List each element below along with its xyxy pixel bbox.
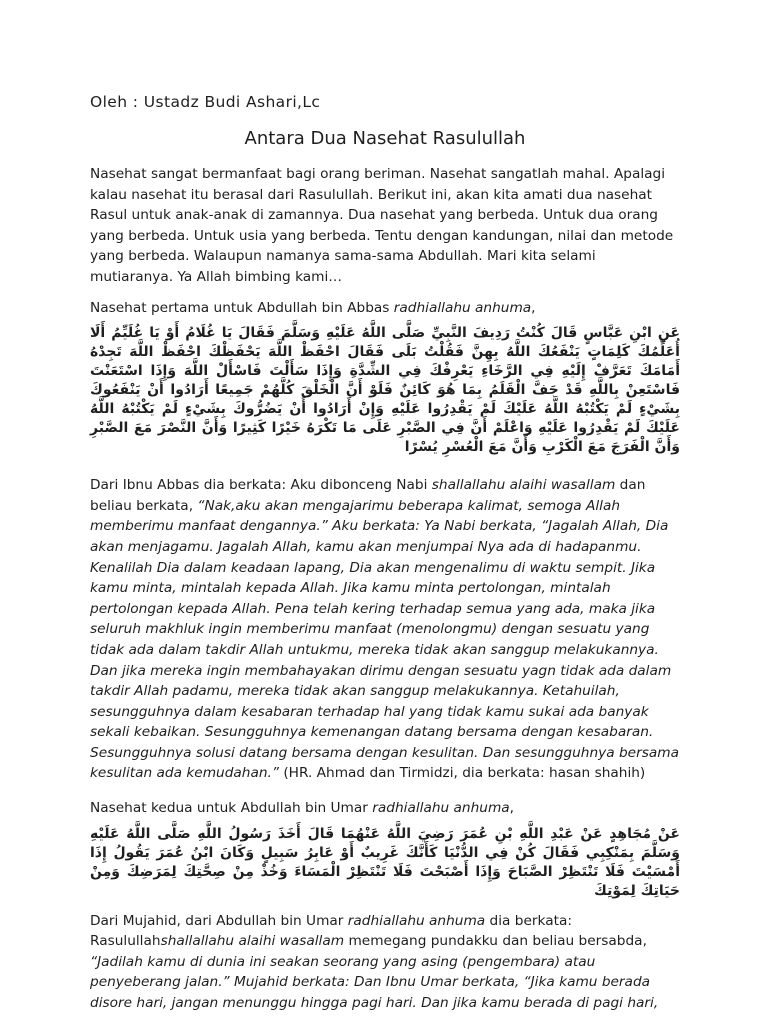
- second-advice-lead: [90, 798, 680, 819]
- first-advice-lead-tail: ,: [531, 299, 536, 316]
- first-advice-lead: [90, 298, 680, 319]
- second-translation-quote: “Jadilah kamu di dunia ini seakan seorang yang asing (pengembara) atau penyeberang jalan.” Mujahid berkata: Dan Ibnu Umar berkata, “Jika kamu berada disore hari, jangan menunggu hingga pagi hari. Dan jika kamu berada di pagi hari,: [90, 953, 659, 1012]
- author-line: Oleh : Ustadz Budi Ashari,Lc: [90, 93, 321, 111]
- first-hadith-translation: [90, 475, 680, 784]
- article: [90, 92, 680, 1014]
- second-translation-honorific: radhiallahu anhuma: [347, 912, 486, 929]
- second-translation-part-e: memegang pundakku dan beliau bersabda,: [344, 933, 647, 950]
- second-translation-part-c: dia berkata: Rasulullah: [90, 912, 572, 950]
- first-translation-part-c: dan beliau berkata,: [90, 477, 646, 514]
- second-hadith-arabic: عَنْ مُجَاهِدٍ عَنْ عَبْدِ اللَّهِ بْنِ عُمَرَ رَضِيَ اللَّهُ عَنْهُمَا قَالَ أَخَذَ رَسُولُ اللَّهِ صَلَّى اللَّهُ عَلَيْهِ وَسَلَّمَ بِمَنْكِبِي فَقَالَ كُنْ فِي الدُّنْيَا كَأَنَّكَ غَرِيبٌ أَوْ عَابِرُ سَبِيلٍ وَكَانَ ابْنُ عُمَرَ يَقُولُ إِذَا أَمْسَيْتَ فَلَا تَنْتَظِرْ الصَّبَاحَ وَإِذَا أَصْبَحْتَ فَلَا تَنْتَظِرْ الْمَسَاءَ وَخُذْ مِنْ صِحَّتِكَ لِمَرَضِكَ وَمِنْ حَيَاتِكَ لِمَوْتِكَ: [90, 825, 680, 899]
- first-advice-lead-honorific: radhiallahu anhuma: [393, 299, 532, 316]
- second-translation-salawat: shallallahu alaihi wasallam: [160, 933, 345, 950]
- second-advice-lead-text: Nasehat kedua untuk Abdullah bin Umar: [90, 800, 373, 817]
- first-advice-lead-text: Nasehat pertama untuk Abdullah bin Abbas: [90, 299, 394, 316]
- first-translation-part-a: Dari Ibnu Abbas dia berkata: Aku dibonceng Nabi: [90, 477, 432, 494]
- first-translation-quote: “Nak,aku akan mengajarimu beberapa kalimat, semoga Allah memberimu manfaat dengannya.” Aku berkata: Ya Nabi berkata, “Jagalah Allah, Dia akan menjagamu. Jagalah Allah, kamu akan menjumpai Nya ada di hadapanmu. Kenalilah Dia dalam keadaan lapang, Dia akan mengenalimu di waktu sempit. Jika kamu minta, mintalah kepada Allah. Jika kamu minta pertolongan, mintalah pertolongan kepada Allah. Pena telah kering terhadap semua yang ada, maka jika seluruh makhluk ingin memberimu manfaat (menolongmu) dengan sesuatu yang tidak ada dalam takdir Allah untukmu, mereka tidak akan sanggup melakukannya. Dan jika mereka ingin membahayakan dirimu dengan sesuatu yagn tidak ada dalam takdir Allah padamu, mereka tidak akan sanggup melakukannya. Ketahuilah, sesungguhnya dalam kesabaran terhadap hal yang tidak kamu sukai ada banyak sekali kebaikan. Sesungguhnya kemenangan datang bersama dengan kesabaran. Sesungguhnya solusi datang bersama dengan kesulitan. Dan sesungguhnya bersama kesulitan ada kemudahan.”: [90, 497, 679, 782]
- first-translation-salawat: shallallahu alaihi wasallam: [431, 477, 616, 494]
- article-title: Antara Dua Nasehat Rasulullah: [244, 128, 526, 149]
- intro-paragraph: Nasehat sangat bermanfaat bagi orang beriman. Nasehat sangatlah mahal. Apalagi kalau nasehat itu berasal dari Rasulullah. Berikut ini, akan kita amati dua nasehat Rasul untuk anak-anak di zamannya. Dua nasehat yang berbeda. Untuk dua orang yang berbeda. Untuk usia yang berbeda. Tentu dengan kandungan, nilai dan metode yang berbeda. Walaupun namanya sama-sama Abdullah. Mari kita selami mutiaranya. Ya Allah bimbing kami…: [90, 166, 674, 285]
- first-translation-source: (HR. Ahmad dan Tirmidzi, dia berkata: hasan shahih): [278, 765, 646, 782]
- second-advice-lead-honorific: radhiallahu anhuma: [372, 800, 510, 817]
- second-translation-part-a: Dari Mujahid, dari Abdullah bin Umar: [90, 912, 348, 929]
- second-hadith-translation: [90, 911, 680, 1014]
- first-hadith-arabic: عَنِ ابْنِ عَبَّاسٍ قَالَ كُنْتُ رَدِيفَ النَّبِيِّ صَلَّى اللَّهُ عَلَيْهِ وَسَلَّمَ فَقَالَ يَا غُلَامُ أَوْ يَا غُلَيِّمُ أَلَا أُعَلِّمُكَ كَلِمَاتٍ يَنْفَعُكَ اللَّهُ بِهِنَّ فَقُلْتُ بَلَى فَقَالَ احْفَظْ اللَّهَ يَحْفَظْكَ احْفَظْ اللَّهَ تَجِدْهُ أَمَامَكَ تَعَرَّفْ إِلَيْهِ فِي الرَّخَاءِ يَعْرِفْكَ فِي الشِّدَّةِ وَإِذَا سَأَلْتَ فَاسْأَلْ اللَّهَ وَإِذَا اسْتَعَنْتَ فَاسْتَعِنْ بِاللَّهِ قَدْ جَفَّ الْقَلَمُ بِمَا هُوَ كَائِنٌ فَلَوْ أَنَّ الْخَلْقَ كُلَّهُمْ جَمِيعًا أَرَادُوا أَنْ يَنْفَعُوكَ بِشَيْءٍ لَمْ يَكْتُبْهُ اللَّهُ عَلَيْكَ لَمْ يَقْدِرُوا عَلَيْهِ وَإِنْ أَرَادُوا أَنْ يَضُرُّوكَ بِشَيْءٍ لَمْ يَكْتُبْهُ اللَّهُ عَلَيْكَ لَمْ يَقْدِرُوا عَلَيْهِ وَاعْلَمْ أَنَّ فِي الصَّبْرِ عَلَى مَا تَكْرَهُ خَيْرًا كَثِيرًا وَأَنَّ النَّصْرَ مَعَ الصَّبْرِ وَأَنَّ الْفَرَجَ مَعَ الْكَرْبِ وَأَنَّ مَعَ الْعُسْرِ يُسْرًا: [90, 325, 680, 456]
- second-advice-lead-tail: ,: [509, 800, 515, 817]
